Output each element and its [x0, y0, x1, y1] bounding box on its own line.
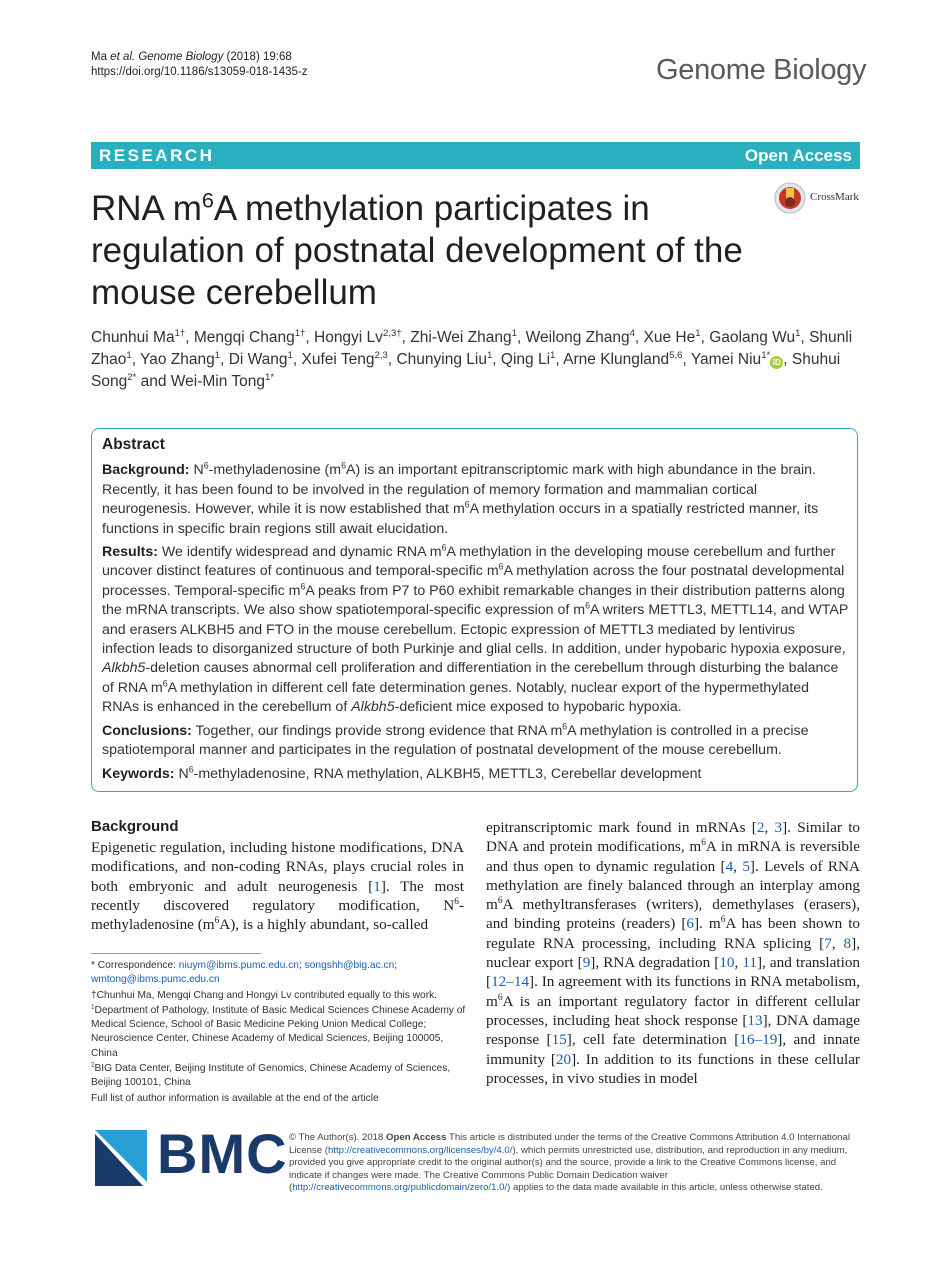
author: Chunying Liu$^1$: [396, 349, 493, 368]
affiliation: $^1$Department of Pathology, Institute of Basic Medical Sciences Chinese Academy of Medical Science, School of Basic Medicine Peking Union Medical College; Neuroscience Center, Chinese Academy of Medical Sciences, Beijing 100005, China: [91, 1003, 466, 1059]
abstract-heading: Abstract: [102, 436, 165, 453]
bmc-logo: [91, 1122, 288, 1186]
citation-link[interactable]: 4: [725, 857, 734, 875]
author: Shunli Zhao$^1$: [91, 329, 853, 368]
citation-link[interactable]: 12–14: [491, 973, 530, 991]
equal-contribution-note: †Chunhui Ma, Mengqi Chang and Hongyi Lv contributed equally to this work.: [91, 989, 438, 1001]
abstract-conclusions: Conclusions: Together, our findings provide strong evidence that RNA $m^6A$ methylation is controlled in a precise spatiotemporal manner and participates in the regulation of postnatal development of the mouse cerebellum.: [102, 720, 809, 759]
author: Arne Klungland$^{5,6}$: [563, 349, 683, 368]
citation-link[interactable]: 16–19: [739, 1031, 778, 1049]
abstract-box: [91, 428, 858, 792]
open-access-label: Open Access: [744, 146, 852, 165]
citation-journal: Genome Biology: [138, 51, 224, 63]
bmc-logo-text: BMC: [157, 1122, 288, 1185]
abstract-background: Background: $N^6$-methyladenosine $(m^6A)$ is an important epitranscriptomic mark with high abundance in the brain. Recently, it has been found to be involved in the regulation of memory formation and mammalian cortical neurogenesis. However, while it is now established that $m^6A$ methylation occurs in a spatially restricted manner, its functions in specific brain regions still await elucidation.: [102, 460, 819, 537]
citation-year-volume: (2018) 19:68: [223, 51, 292, 63]
article-type-label: RESEARCH: [99, 146, 215, 165]
citation-link[interactable]: 20: [555, 1050, 572, 1068]
footnotes: [91, 959, 469, 1107]
author: Weilong Zhang$^4$: [525, 327, 635, 346]
doi-link[interactable]: https://doi.org/10.1186/s13059-018-1435-z: [91, 66, 308, 78]
author: Yamei Niu$^{1*}$: [690, 349, 771, 368]
email-link[interactable]: wmtong@ibms.pumc.edu.cn: [91, 974, 220, 986]
author: Di Wang$^1$: [228, 349, 293, 368]
author: Hongyi $Lv^{2,3\dagger}$: [314, 327, 402, 346]
citation-link[interactable]: 2: [756, 819, 765, 836]
author: Wei-Min Tong$^{1*}$: [170, 371, 275, 390]
article-title: RNA $m^6A$ methylation participates in regulation of postnatal development of the mouse cerebellum: [91, 187, 743, 312]
citation-link[interactable]: 7: [824, 934, 832, 952]
crossmark-badge[interactable]: [774, 182, 864, 214]
footnote-divider: [91, 953, 261, 954]
citation-header: [91, 50, 308, 80]
citation-link[interactable]: 11: [742, 954, 757, 972]
author: Mengqi Chang$^{1\dagger}$: [193, 327, 306, 346]
body-column-right: epitranscriptomic mark found in mRNAs [2, 3]. Similar to DNA and protein modifications, $m^6A$ in mRNA is reversible and thus open to dynamic regulation [4, 5]. Levels of RNA methylation are finely balanced through an interplay among $m^6A$ methyltransferases (writers), demethylases (erasers), and binding proteins (readers) [6]. $m^6A$ has been shown to regulate RNA processing, including RNA splicing [7, 8], nuclear export [9], RNA degradation [10, 11], and translation [12–14]. In agreement with its functions in RNA metabolism, $m^6A$ is an important regulatory factor in different cellular processes, including heat shock response [13], DNA damage response [15], cell fate determination [16–19], and innate immunity [20]. In addition to its functions in these cellular processes, in vivo studies in model: [486, 819, 861, 1087]
author: Gaolang Wu$^1$: [709, 327, 801, 346]
author: Xue He$^1$: [643, 327, 701, 346]
abstract-results: Results: We identify widespread and dynamic RNA $m^6A$ methylation in the developing mouse cerebellum and further uncover distinct features of continuous and temporal-specific $m^6A$ methylation across the four postnatal developmental processes. Temporal-specific $m^6A$ peaks from P7 to P60 exhibit remarkable changes in their distribution patterns along the mRNA transcripts. We also show spatiotemporal-specific expression of $m^6A$ writers METTL3, METTL14, and WTAP and erasers ALKBH5 and FTO in the mouse cerebellum. Ectopic expression of METTL3 mediated by lentivirus infection leads to disorganized structure of both Purkinje and glial cells. In addition, under hypobaric hypoxia exposure, Alkbh5-deletion causes abnormal cell proliferation and differentiation in the cerebellum through disturbing the balance of RNA $m^6A$ methylation in different cell fate determination genes. Notably, nuclear export of the hypermethylated RNAs is enhanced in the cerebellum of Alkbh5-deficient mice exposed to hypobaric hypoxia.: [102, 542, 849, 716]
author: Zhi-Wei Zhang$^1$: [410, 327, 517, 346]
full-author-info-note: Full list of author information is available at the end of the article: [91, 1092, 379, 1104]
author: Shuhui Song$^{2*}$: [91, 351, 841, 390]
license-link[interactable]: http://creativecommons.org/licenses/by/4.0/: [327, 1144, 513, 1156]
author: Yao Zhang$^1$: [140, 349, 221, 368]
email-link[interactable]: songshh@big.ac.cn: [304, 960, 395, 971]
citation-link[interactable]: 8: [843, 934, 852, 952]
author: Xufei Teng$^{2,3}$: [301, 349, 388, 368]
license-text: © The Author(s). 2018 Open Access This article is distributed under the terms of the Creative Commons Attribution 4.0 International License (http://creativecommons.org/licenses/by/4.0/), which permits unrestricted use, distribution, and reproduction in any medium, provided you give appropriate credit to the original author(s) and the source, provide a link to the Creative Commons license, and indicate if changes were made. The Creative Commons Public Domain Dedication waiver (http://creativecommons.org/publicdomain/zero/1.0/) applies to the data made available in this article, unless otherwise stated.: [289, 1132, 850, 1194]
citation-etal: et al.: [110, 51, 136, 63]
citation-link[interactable]: 13: [747, 1011, 763, 1029]
citation-link[interactable]: 15: [551, 1031, 567, 1049]
email-link[interactable]: niuym@ibms.pumc.edu.cn: [178, 960, 299, 971]
author-list: Chunhui $Ma^{1\dagger}$, Mengqi Chang$^{1\dagger}$, Hongyi $Lv^{2,3\dagger}$, Zhi-Wei Zhang$^1$, Weilong Zhang$^4$, Xue He$^1$, Gaolang Wu$^1$, Shunli Zhao$^1$, Yao Zhang$^1$, Di Wang$^1$, Xufei Teng$^{2,3}$, Chunying Liu$^1$, Qing Li$^1$, Arne Klungland$^{5,6}$, Yamei Niu$^{1*}$iD , Shuhui Song$^{2*}$ and Wei-Min Tong$^{1*}$: [91, 327, 853, 390]
crossmark-label: CrossMark: [810, 191, 859, 203]
body-column-left: Epigenetic regulation, including histone modifications, DNA modifications, and non-coding RNAs, plays crucial roles in both embryonic and adult neurogenesis [1]. The most recently discovered regulatory modification, $N^6$-methyladenosine $(m^6A)$, is a highly abundant, so-called: [91, 839, 464, 934]
affiliation: $^2$BIG Data Center, Beijing Institute of Genomics, Chinese Academy of Sciences, Beijing 100101, China: [91, 1061, 451, 1089]
citation-link[interactable]: 9: [582, 954, 591, 972]
abstract-keywords: Keywords: $N^6$-methyladenosine, RNA methylation, ALKBH5, METTL3, Cerebellar development: [102, 763, 702, 782]
author: Chunhui $Ma^{1\dagger}$: [91, 327, 186, 346]
citation-link[interactable]: 1: [373, 877, 381, 895]
citation-link[interactable]: 10: [719, 954, 735, 972]
article-type-banner: [91, 142, 860, 169]
citation-author: Ma: [91, 51, 111, 63]
citation-link[interactable]: 6: [686, 915, 694, 933]
citation-link[interactable]: 5: [742, 857, 750, 875]
authors-and: and: [140, 373, 167, 390]
author: Qing Li$^1$: [500, 349, 556, 368]
journal-name: Genome Biology: [656, 54, 867, 86]
license-link[interactable]: http://creativecommons.org/publicdomain/zero/1.0/: [292, 1182, 508, 1194]
section-heading-background: Background: [91, 818, 179, 835]
citation-link[interactable]: 3: [774, 819, 783, 836]
bmc-logo-icon: [91, 1130, 151, 1186]
correspondence: * Correspondence: niuym@ibms.pumc.edu.cn; songshh@big.ac.cn; wmtong@ibms.pumc.edu.cn: [91, 960, 398, 986]
orcid-icon[interactable]: iD: [770, 356, 783, 369]
